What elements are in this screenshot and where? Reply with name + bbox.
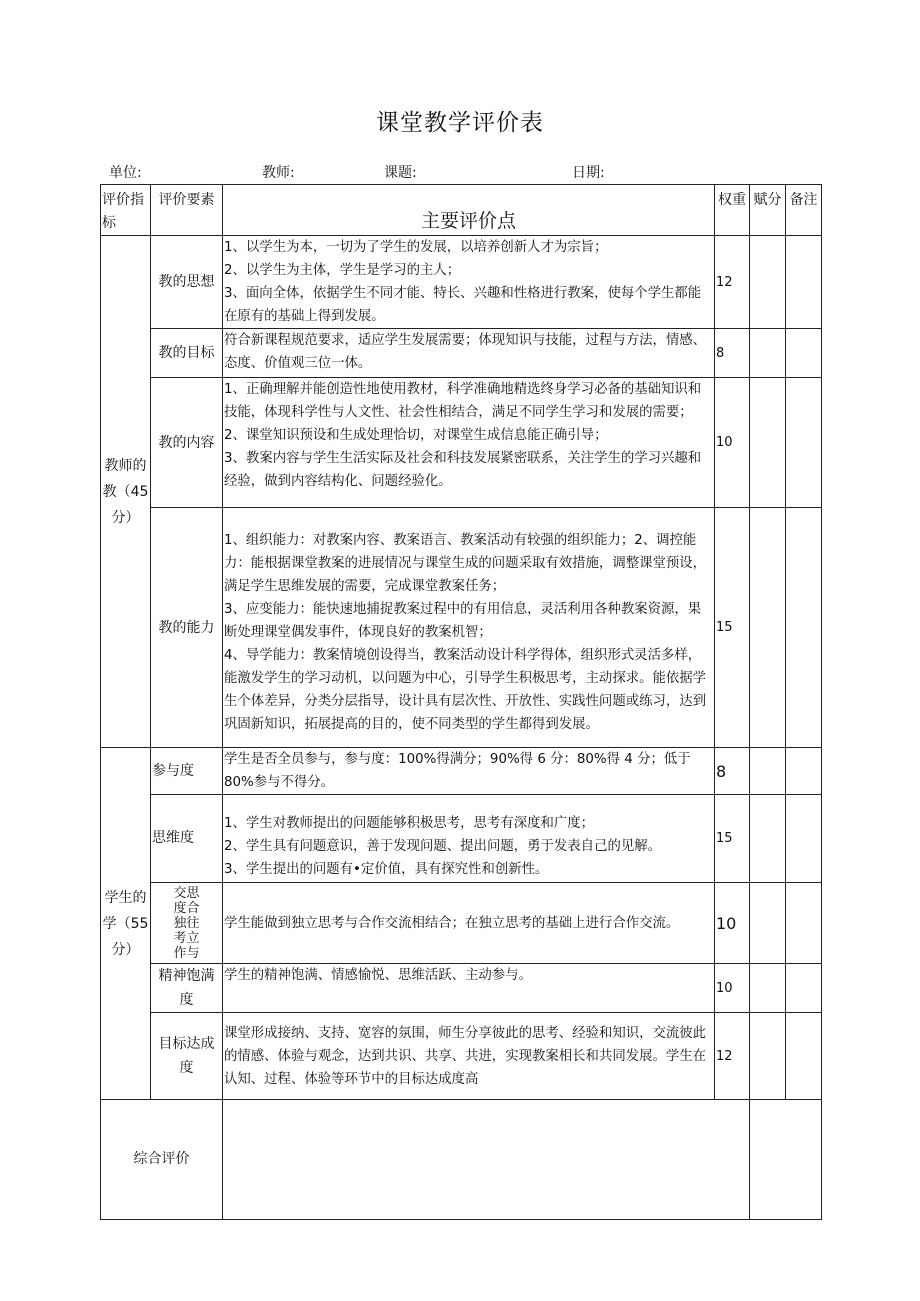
- remarks-cell[interactable]: [786, 236, 822, 329]
- element-cell: 思维度: [151, 795, 223, 883]
- element-cell: 参与度: [151, 748, 223, 795]
- score-cell[interactable]: [750, 1013, 786, 1100]
- table-row: [101, 508, 822, 748]
- element-cell: 教的能力: [151, 508, 223, 748]
- weight-cell: 10: [715, 378, 750, 508]
- score-cell[interactable]: [750, 508, 786, 748]
- points-cell: 1、以学生为本，一切为了学生的发展，以培养创新人才为宗旨； 2、以学生为主体，学生是学习的主人； 3、面向全体，依据学生不同才能、特长、兴趣和性格进行教案，使每个学生都能在原有的基础上得到发展。: [223, 236, 715, 329]
- score-cell[interactable]: [750, 378, 786, 508]
- header-main-points: 主要评价点: [223, 185, 715, 236]
- table-row: [101, 964, 822, 1013]
- element-cell: 教的目标: [151, 329, 223, 378]
- weight-cell: 12: [715, 1013, 750, 1100]
- table-row: [101, 1013, 822, 1100]
- points-cell: 符合新课程规范要求，适应学生发展需要；体现知识与技能，过程与方法，情感、态度、价值观三位一体。: [223, 329, 715, 378]
- table-row: [101, 378, 822, 508]
- element-line: 独往: [173, 915, 200, 931]
- unit-label: 单位:: [109, 165, 142, 181]
- table-header-row: [101, 185, 822, 236]
- score-cell[interactable]: [750, 236, 786, 329]
- remarks-cell[interactable]: [786, 748, 822, 795]
- category-teacher: 教师的教（45分）: [101, 236, 151, 748]
- element-cell: 目标达成度: [151, 1013, 223, 1100]
- element-line: 交思: [173, 885, 200, 901]
- evaluation-table: [100, 184, 822, 1220]
- summary-content-cell[interactable]: [223, 1100, 750, 1220]
- table-row: [101, 795, 822, 883]
- element-cell: 精神饱满度: [151, 964, 223, 1013]
- weight-cell: 8: [715, 748, 750, 795]
- page-title: 课堂教学评价表: [376, 110, 544, 136]
- remarks-cell[interactable]: [786, 329, 822, 378]
- element-cell: 教的思想: [151, 236, 223, 329]
- header-indicator: 评价指标: [101, 185, 151, 236]
- remarks-cell[interactable]: [786, 1013, 822, 1100]
- summary-extra-cell[interactable]: [750, 1100, 822, 1220]
- weight-cell: 12: [715, 236, 750, 329]
- score-cell[interactable]: [750, 748, 786, 795]
- remarks-cell[interactable]: [786, 964, 822, 1013]
- element-line: 考立: [173, 930, 200, 946]
- weight-cell: 8: [715, 329, 750, 378]
- element-cell: 教的内容: [151, 378, 223, 508]
- score-cell[interactable]: [750, 883, 786, 964]
- remarks-cell[interactable]: [786, 795, 822, 883]
- score-cell[interactable]: [750, 964, 786, 1013]
- header-score: 赋分: [750, 185, 786, 236]
- table-row: [101, 883, 822, 964]
- date-label: 日期:: [572, 165, 605, 181]
- weight-cell: 10: [715, 883, 750, 964]
- header-element: 评价要素: [151, 185, 223, 236]
- points-cell: 1、学生对教师提出的问题能够积极思考，思考有深度和广度； 2、学生具有问题意识，善于发现问题、提出问题，勇于发表自己的见解。 3、学生提出的问题有•定价值，具有探究性和创新性。: [223, 795, 715, 883]
- points-cell: 1、组织能力：对教案内容、教案语言、教案活动有较强的组织能力；2、调控能力：能根据课堂教案的进展情况与课堂生成的问题采取有效措施，调整课堂预设，满足学生思维发展的需要，完成课堂教案任务； 3、应变能力：能快速地捕捉教案过程中的有用信息，灵活利用各种教案资源，果断处理课堂偶发事件，体现良好的教案机智； 4、导学能力：教案情境创设得当，教案活动设计科学得体，组织形式灵活多样，能激发学生的学习动机，以问题为中心，引导学生积极思考，主动探求。能依据学生个体差异，分类分层指导，设计具有层次性、开放性、实践性问题或练习，达到巩固新知识，拓展提高的目的，使不同类型的学生都得到发展。: [223, 508, 715, 748]
- points-cell: 学生能做到独立思考与合作交流相结合；在独立思考的基础上进行合作交流。: [223, 883, 715, 964]
- remarks-cell[interactable]: [786, 508, 822, 748]
- element-cell: [151, 883, 223, 964]
- remarks-cell[interactable]: [786, 883, 822, 964]
- summary-row: [101, 1100, 822, 1220]
- table-row: [101, 748, 822, 795]
- teacher-label: 教师:: [262, 165, 295, 181]
- weight-cell: 15: [715, 795, 750, 883]
- points-cell: 1、正确理解并能创造性地使用教材，科学准确地精选终身学习必备的基础知识和技能，体现科学性与人文性、社会性相结合，满足不同学生学习和发展的需要； 2、课堂知识预设和生成处理恰切，对课堂生成信息能正确引导； 3、教案内容与学生生活实际及社会和科技发展紧密联系，关注学生的学习兴趣和经验，做到内容结构化、问题经验化。: [223, 378, 715, 508]
- element-line: 作与: [173, 945, 200, 961]
- header-weight: 权重: [715, 185, 750, 236]
- header-remarks: 备注: [786, 185, 822, 236]
- weight-cell: 15: [715, 508, 750, 748]
- points-cell: 学生是否全员参与，参与度：100%得满分；90%得 6 分：80%得 4 分；低于 80%参与不得分。: [223, 748, 715, 795]
- table-row: [101, 236, 822, 329]
- element-line: 度合: [173, 900, 200, 916]
- points-cell: 课堂形成接纳、支持、宽容的氛围，师生分享彼此的思考、经验和知识，交流彼此的情感、体验与观念，达到共识、共享、共进，实现教案相长和共同发展。学生在认知、过程、体验等环节中的目标达成度高: [223, 1013, 715, 1100]
- category-student: 学生的学（55分）: [101, 748, 151, 1100]
- table-row: [101, 329, 822, 378]
- score-cell[interactable]: [750, 795, 786, 883]
- summary-label: 综合评价: [101, 1100, 223, 1220]
- remarks-cell[interactable]: [786, 378, 822, 508]
- weight-cell: 10: [715, 964, 750, 1013]
- topic-label: 课题:: [384, 165, 417, 181]
- score-cell[interactable]: [750, 329, 786, 378]
- points-cell: 学生的精神饱满、情感愉悦、思维活跃、主动参与。: [223, 964, 715, 1013]
